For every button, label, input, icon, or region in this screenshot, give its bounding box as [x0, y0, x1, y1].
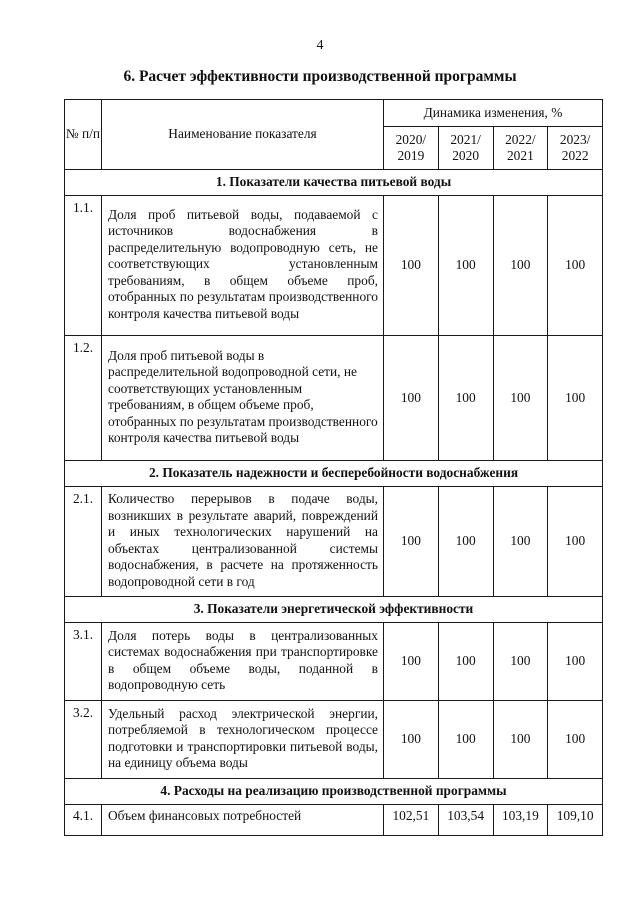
section-header [65, 461, 603, 487]
section-title: 3. Показатели энергетической эффективности [65, 597, 603, 623]
row-number: 2.1. [65, 487, 102, 597]
row-value: 100 [548, 336, 603, 461]
row-number: 4.1. [65, 805, 102, 836]
row-number: 3.1. [65, 623, 102, 701]
row-name: Удельный расход электрической энергии, потребляемой в технологическом процессе подготовки и транспортировки питьевой воды, на единицу объема воды [102, 701, 384, 779]
table-row [65, 623, 603, 701]
row-value: 103,54 [438, 805, 493, 836]
section-title: 2. Показатель надежности и бесперебойности водоснабжения [65, 461, 603, 487]
header-name: Наименование показателя [102, 100, 384, 170]
table-row [65, 196, 603, 336]
row-value: 100 [493, 487, 548, 597]
section-header [65, 170, 603, 196]
row-value: 102,51 [384, 805, 439, 836]
row-value: 100 [493, 336, 548, 461]
header-year: 2023/ 2022 [548, 127, 603, 170]
row-name: Объем финансовых потребностей [102, 805, 384, 836]
row-value: 100 [384, 701, 439, 779]
row-value: 100 [384, 336, 439, 461]
row-value: 100 [548, 196, 603, 336]
row-name: Доля проб питьевой воды, подаваемой с источников водоснабжения в распределительную водопроводную сеть, не соответствующих установленным требованиям, в общем объеме проб, отобранных по результатам производственного контроля качества питьевой воды [102, 196, 384, 336]
row-name: Количество перерывов в подаче воды, возникших в результате аварий, повреждений и иных технологических нарушений на объектах централизованной системы водоснабжения, в расчете на протяженность водопроводной сети в год [102, 487, 384, 597]
section-title: 4. Расходы на реализацию производственной программы [65, 779, 603, 805]
header-year: 2021/ 2020 [438, 127, 493, 170]
document-title: 6. Расчет эффективности производственной программы [123, 68, 517, 85]
header-year: 2022/ 2021 [493, 127, 548, 170]
row-value: 100 [493, 701, 548, 779]
row-name: Доля проб питьевой воды в распределительной водопроводной сети, не соответствующих установленным требованиям, в общем объеме проб, отобранных по результатам производственного контроля качества питьевой воды [102, 336, 384, 461]
header-num: № п/п [65, 100, 102, 170]
row-value: 100 [548, 623, 603, 701]
section-header [65, 779, 603, 805]
efficiency-table [64, 99, 603, 836]
table-row [65, 336, 603, 461]
row-value: 100 [438, 623, 493, 701]
row-value: 100 [384, 196, 439, 336]
row-value: 100 [548, 487, 603, 597]
table-row [65, 487, 603, 597]
row-number: 3.2. [65, 701, 102, 779]
row-value: 100 [438, 701, 493, 779]
row-number: 1.1. [65, 196, 102, 336]
section-title: 1. Показатели качества питьевой воды [65, 170, 603, 196]
row-value: 100 [384, 487, 439, 597]
row-number: 1.2. [65, 336, 102, 461]
page-number: 4 [316, 38, 324, 53]
row-name: Доля потерь воды в централизованных системах водоснабжения при транспортировке в общем объеме воды, поданной в водопроводную сеть [102, 623, 384, 701]
section-header [65, 597, 603, 623]
row-value: 100 [438, 487, 493, 597]
row-value: 100 [548, 701, 603, 779]
row-value: 100 [438, 196, 493, 336]
row-value: 109,10 [548, 805, 603, 836]
row-value: 100 [493, 623, 548, 701]
table-row [65, 805, 603, 836]
header-year: 2020/ 2019 [384, 127, 439, 170]
header-dynamics: Динамика изменения, % [384, 100, 603, 127]
row-value: 100 [438, 336, 493, 461]
row-value: 100 [493, 196, 548, 336]
row-value: 103,19 [493, 805, 548, 836]
table-row [65, 701, 603, 779]
row-value: 100 [384, 623, 439, 701]
